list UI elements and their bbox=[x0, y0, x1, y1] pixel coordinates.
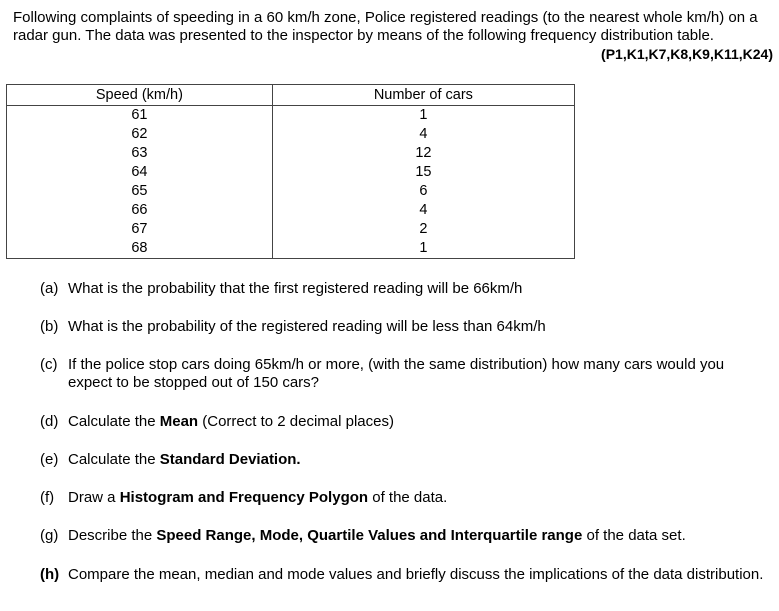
speed-cell: 63 bbox=[7, 144, 273, 163]
count-cell: 15 bbox=[272, 163, 574, 182]
count-cell: 1 bbox=[272, 106, 574, 126]
question-text-post: of the data set. bbox=[582, 527, 686, 544]
count-cell: 1 bbox=[272, 239, 574, 259]
table-row bbox=[7, 239, 575, 259]
question-label: (h) bbox=[40, 566, 60, 583]
question-text-pre: Describe the bbox=[68, 527, 157, 544]
question-label: (g) bbox=[40, 527, 59, 544]
question-text: What is the probability that the first registered reading will be 66km/h bbox=[68, 280, 523, 297]
count-cell: 2 bbox=[272, 220, 574, 239]
table-row bbox=[7, 125, 575, 144]
question-text: If the police stop cars doing 65km/h or more, (with the same distribution) how many cars would you expect to be stopped out of 150 cars? bbox=[68, 356, 725, 391]
question-label: (f) bbox=[40, 489, 55, 506]
question-text: Compare the mean, median and mode values and briefly discuss the implications of the data distribution. bbox=[68, 566, 764, 583]
count-cell: 4 bbox=[272, 201, 574, 220]
table-row bbox=[7, 182, 575, 201]
question-text bbox=[68, 527, 765, 545]
question-label: (b) bbox=[40, 318, 59, 335]
question-text-post: of the data. bbox=[368, 489, 448, 506]
count-cell: 12 bbox=[272, 144, 574, 163]
question-keyword: Speed Range, Mode, Quartile Values and Interquartile range bbox=[156, 527, 583, 544]
question-text bbox=[68, 489, 765, 507]
problem-intro bbox=[13, 9, 773, 62]
question-text bbox=[68, 451, 765, 469]
table-row bbox=[7, 220, 575, 239]
table-row bbox=[7, 163, 575, 182]
question-text-post: (Correct to 2 decimal places) bbox=[198, 413, 394, 430]
question-a bbox=[40, 280, 765, 298]
intro-text: Following complaints of speeding in a 60 km/h zone, Police registered readings (to the nearest whole km/h) on a radar gun. The data was presented to the inspector by means of the following frequency distribution table. bbox=[13, 9, 758, 44]
frequency-table bbox=[6, 84, 575, 259]
table-row bbox=[7, 144, 575, 163]
question-b bbox=[40, 318, 765, 336]
question-e bbox=[40, 451, 765, 469]
question-keyword: Mean bbox=[159, 413, 199, 430]
question-h bbox=[40, 566, 765, 584]
speed-cell: 62 bbox=[7, 125, 273, 144]
question-g bbox=[40, 527, 765, 545]
header-cars: Number of cars bbox=[272, 85, 574, 106]
count-cell: 4 bbox=[272, 125, 574, 144]
question-text-pre: Calculate the bbox=[68, 451, 160, 468]
speed-cell: 67 bbox=[7, 220, 273, 239]
question-keyword: Histogram and Frequency Polygon bbox=[119, 489, 369, 506]
question-label: (c) bbox=[40, 356, 58, 373]
question-f bbox=[40, 489, 765, 507]
question-text bbox=[68, 413, 765, 431]
speed-cell: 61 bbox=[7, 106, 273, 126]
count-cell: 6 bbox=[272, 182, 574, 201]
question-c bbox=[40, 356, 765, 392]
speed-cell: 68 bbox=[7, 239, 273, 259]
header-speed: Speed (km/h) bbox=[7, 85, 273, 106]
question-keyword: Standard Deviation. bbox=[159, 451, 301, 468]
question-label: (e) bbox=[40, 451, 59, 468]
outcome-codes: (P1,K1,K7,K8,K9,K11,K24) bbox=[601, 46, 773, 62]
question-label: (d) bbox=[40, 413, 59, 430]
question-text-pre: Calculate the bbox=[68, 413, 160, 430]
question-text-pre: Draw a bbox=[68, 489, 120, 506]
speed-cell: 64 bbox=[7, 163, 273, 182]
speed-cell: 65 bbox=[7, 182, 273, 201]
table-header-row bbox=[7, 85, 575, 106]
table-row bbox=[7, 106, 575, 126]
question-text: What is the probability of the registered reading will be less than 64km/h bbox=[68, 318, 546, 335]
question-label: (a) bbox=[40, 280, 59, 297]
speed-cell: 66 bbox=[7, 201, 273, 220]
question-d bbox=[40, 413, 765, 431]
table-row bbox=[7, 201, 575, 220]
